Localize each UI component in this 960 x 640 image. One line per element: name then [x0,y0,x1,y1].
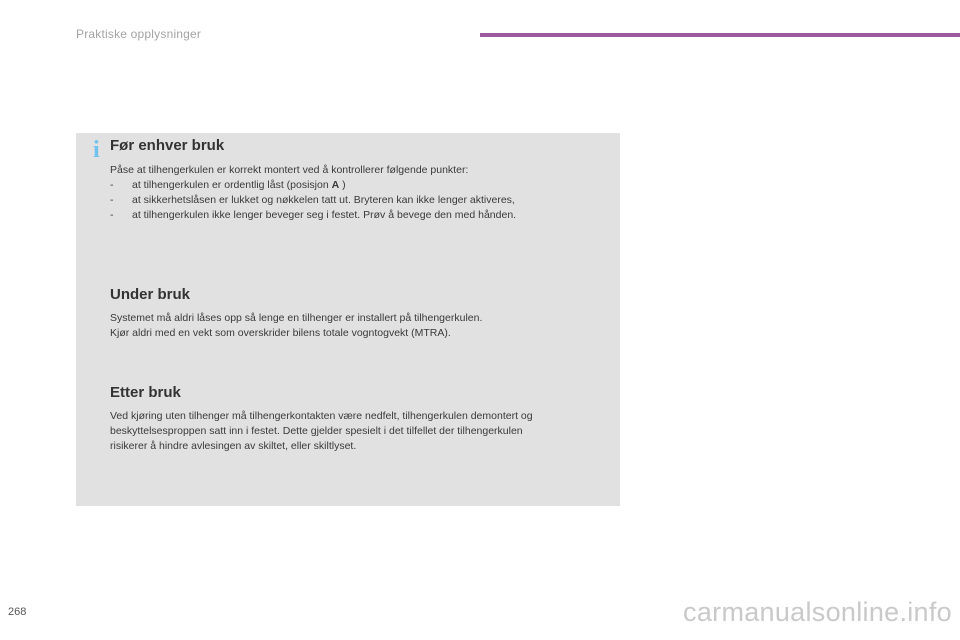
bullet-text: at tilhengerkulen er ordentlig låst (posisjon A ) [132,179,346,191]
bullet-text: at tilhengerkulen ikke lenger beveger seg i festet. Prøv å bevege den med hånden. [132,209,517,221]
section-after-use [110,384,616,454]
paragraph-line: Ved kjøring uten tilhenger må tilhengerkontakten være nedfelt, tilhengerkulen demontert og [110,410,533,422]
bullet-dash: - [110,179,114,191]
position-label: A [331,179,340,191]
section-heading: Under bruk [110,286,191,303]
section-heading: Før enhver bruk [110,137,225,154]
section-before-use [110,137,616,223]
section-intro: Påse at tilhengerkulen er korrekt montert ved å kontrollerer følgende punkter: [110,164,469,176]
section-heading: Etter bruk [110,384,181,401]
paragraph-line: beskyttelsesproppen satt inn i festet. Dette gjelder spesielt i det tilfellet der tilhengerkulen [110,425,523,437]
list-item [110,178,616,193]
page-number: 268 [8,606,27,618]
bullet-dash: - [110,209,114,221]
info-icon: i [93,137,100,163]
bullet-text: at sikkerhetslåsen er lukket og nøkkelen tatt ut. Bryteren kan ikke lenger aktiveres, [132,194,515,206]
info-box [76,133,620,506]
bullet-dash: - [110,194,114,206]
list-item [110,208,616,223]
paragraph-line: risikerer å hindre avlesingen av skiltet, eller skiltlyset. [110,440,357,452]
section-during-use [110,286,616,341]
paragraph-line: Systemet må aldri låses opp så lenge en tilhenger er installert på tilhengerkulen. [110,312,483,324]
paragraph-line: Kjør aldri med en vekt som overskrider bilens totale vogntogvekt (MTRA). [110,327,451,339]
page-section-title: Praktiske opplysninger [76,27,202,41]
header-accent-bar [480,33,960,37]
watermark: carmanualsonline.info [683,597,952,627]
list-item [110,193,616,208]
